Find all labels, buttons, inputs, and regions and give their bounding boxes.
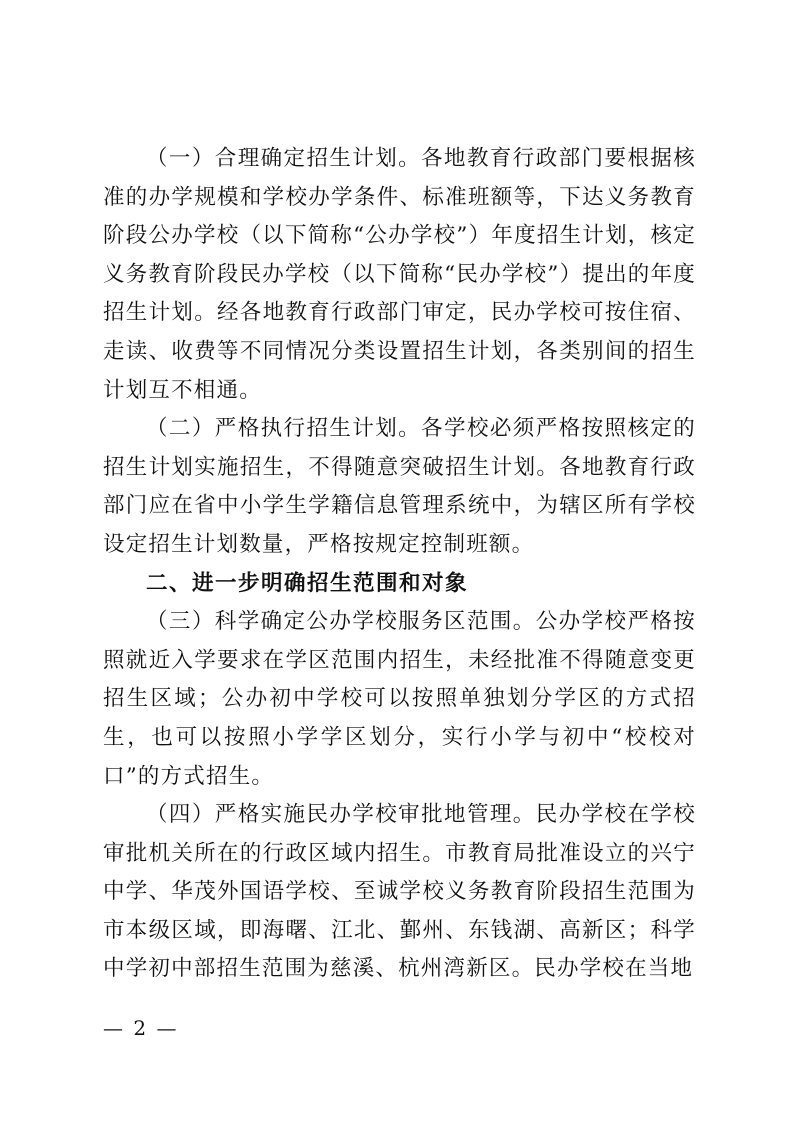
- page-number: — 2 —: [103, 1016, 179, 1040]
- paragraph-service-area: （三）科学确定公办学校服务区范围。公办学校严格按照就近入学要求在学区范围内招生，未经批准不得随意变更招生区域；公办初中学校可以按照单独划分学区的方式招生，也可以按照小学学区划分，实行小学与初中“校校对口”的方式招生。: [103, 609, 696, 789]
- section-heading: 二、进一步明确招生范围和对象: [146, 570, 469, 596]
- paragraph-enrollment-plan: （一）合理确定招生计划。各地教育行政部门要根据核准的办学规模和学校办学条件、标准班额等，下达义务教育阶段公办学校（以下简称“公办学校”）年度招生计划，核定义务教育阶段民办学校（以下简称“民办学校”）提出的年度招生计划。经各地教育行政部门审定，民办学校可按住宿、走读、收费等不同情况分类设置招生计划，各类别间的招生计划互不相通。: [103, 146, 696, 403]
- document-body: [103, 140, 696, 989]
- paragraph-execute-plan: （二）严格执行招生计划。各学校必须严格按照核定的招生计划实施招生，不得随意突破招生计划。各地教育行政部门应在省中小学生学籍信息管理系统中，为辖区所有学校设定招生计划数量，严格按规定控制班额。: [103, 416, 696, 557]
- paragraph-private-school: （四）严格实施民办学校审批地管理。民办学校在学校审批机关所在的行政区域内招生。市教育局批准设立的兴宁中学、华茂外国语学校、至诚学校义务教育阶段招生范围为市本级区域，即海曙、江北、鄞州、东钱湖、高新区；科学中学初中部招生范围为慈溪、杭州湾新区。民办学校在当地: [103, 802, 696, 982]
